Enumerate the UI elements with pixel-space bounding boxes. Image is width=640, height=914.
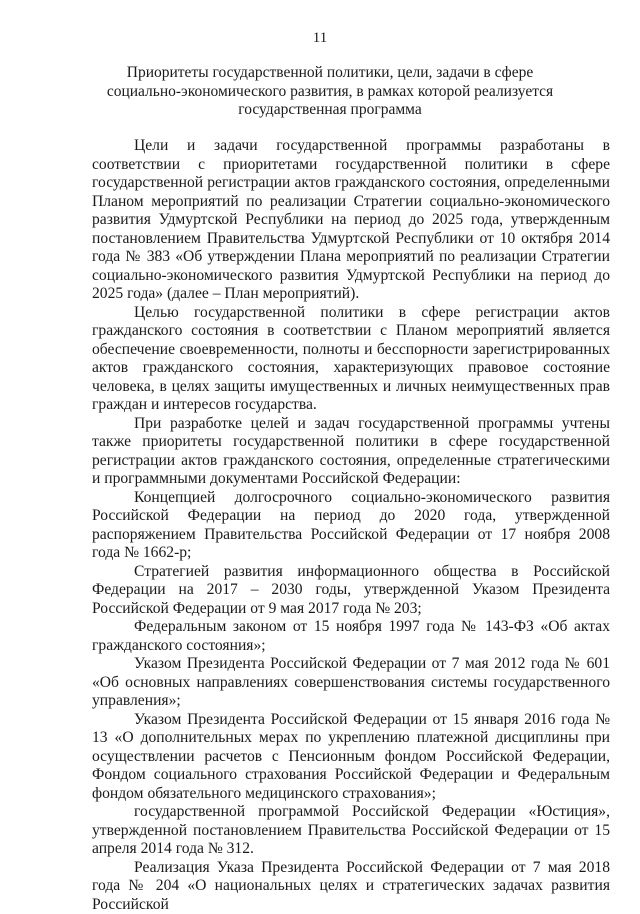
heading-line: социально-экономического развития, в рамках которой реализуется <box>100 83 560 102</box>
paragraph: Стратегией развития информационного общества в Российской Федерации на 2017 – 2030 годы, утвержденной Указом Президента Российской Федерации от 9 мая 2017 года № 203; <box>92 563 610 619</box>
paragraph: государственной программой Российской Федерации «Юстиция», утвержденной постановлением Правительства Российской Федерации от 15 апреля 2014 года № 312. <box>92 803 610 859</box>
paragraph: Федеральным законом от 15 ноября 1997 года № 143-ФЗ «Об актах гражданского состояния»; <box>92 618 610 655</box>
paragraph: Реализация Указа Президента Российской Федерации от 7 мая 2018 года № 204 «О национальных целях и стратегических задачах развития Российской <box>92 859 610 914</box>
paragraph: При разработке целей и задач государственной программы учтены также приоритеты государственной политики в сфере государственной регистрации актов гражданского состояния, определенные стратегическими и программными документами Российской Федерации: <box>92 415 610 489</box>
paragraph: Целью государственной политики в сфере регистрации актов гражданского состояния в соответствии с Планом мероприятий является обеспечение своевременности, полноты и бесспорности зарегистрированных актов гражданского состояния, характеризующих правовое состояние человека, в целях защиты имущественных и личных неимущественных прав граждан и интересов государства. <box>92 304 610 415</box>
paragraph: Указом Президента Российской Федерации от 7 мая 2012 года № 601 «Об основных направлениях совершенствования системы государственного управления»; <box>92 655 610 711</box>
paragraph: Цели и задачи государственной программы разработаны в соответствии с приоритетами государственной политики в сфере государственной регистрации актов гражданского состояния, определенными Планом мероприятий по реализации Стратегии социально-экономического развития Удмуртской Республики на период до 2025 года, утвержденным постановлением Правительства Удмуртской Республики от 10 октября 2014 года № 383 «Об утверждении Плана мероприятий по реализации Стратегии социально-экономического развития Удмуртской Республики на период до 2025 года» (далее – План мероприятий). <box>92 137 610 304</box>
page-number: 11 <box>0 30 640 47</box>
section-heading <box>100 64 560 120</box>
heading-line: государственная программа <box>100 101 560 120</box>
heading-line: Приоритеты государственной политики, цели, задачи в сфере <box>100 64 560 83</box>
document-body <box>92 137 610 914</box>
paragraph: Концепцией долгосрочного социально-экономического развития Российской Федерации на период до 2020 года, утвержденной распоряжением Правительства Российской Федерации от 17 ноября 2008 года № 1662-р; <box>92 489 610 563</box>
paragraph: Указом Президента Российской Федерации от 15 января 2016 года № 13 «О дополнительных мерах по укреплению платежной дисциплины при осуществлении расчетов с Пенсионным фондом Российской Федерации, Фондом социального страхования Российской Федерации и Федеральным фондом обязательного медицинского страхования»; <box>92 711 610 804</box>
